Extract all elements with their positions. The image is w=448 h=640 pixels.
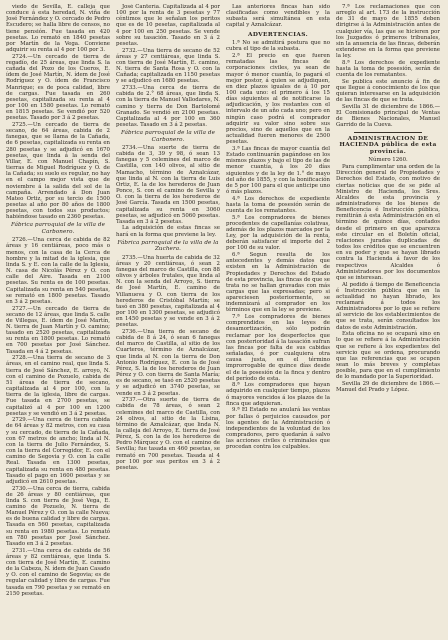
paragraph: Esta oficina no se ocupará sino en lo que se refiere á la Administración que se refiere á los expedientes del servicio que se ordena, procurando que las referencias que se ocupen sean lo más breves y completas posible, para que en el cumplimiento de lo mandado por la Superioridad. <box>336 331 440 381</box>
section-heading: ADMINISTRACION DE HACIENDA pública de esta provincia. <box>339 135 437 155</box>
paragraph: 2725.—Un cercado de tierra de secano, de 64 áreas, cabida de 2 fanegas, que se llama de la Cañada, de 6 pesetas, capitalizada su renta en 280 pesetas y se adjudicó en 1670 pesetas, que linda á la senda del Villar, E. con Manuel Chapín, S. tierras de Miguel Rodríguez y O. de la Cañada; su suelo es regular, no hay en el campo mejor vista que de noviembre á la salida del sol de la campaña. Arrendado á Don Juan Mateo Ortiz, por su tercio de 1500 pesetas al año por 80 años de 1800 pesetas, con todos sus productos; habiéndose tasado en 2360 pesetas. <box>6 121 110 221</box>
column-3 <box>226 4 330 636</box>
paragraph: 7.ª Los compradores de bienes comprendidos en las leyes de desamortización, sólo podrán reclamar por los desperfectos que con posterioridad á la tasación sufran las fincas por falta de sus cabidas señaladas, ó por cualquiera otra causa justa, en el término improrrogable de quince días desde el de la posesión de la finca y dentro del período de esta. <box>226 314 330 382</box>
column-1 <box>6 4 110 636</box>
paragraph: 4.ª Los derechos de expediente hasta la toma de posesión serán de cuenta de los rematantes. <box>226 195 330 214</box>
column-4 <box>336 4 440 636</box>
section-heading: ADVERTENCIAS. <box>247 31 309 38</box>
paragraph: 2730.—Una cerca de tierra, cabida de 26 áreas y 80 centiáreas, que linda S. con tierra de José Vega, E. camino de Pozuelo, N. tierra de Manuel Pérez y O. con la calle Nueva; es de buena calidad y libre de cargas. Tasada en 560 pesetas, capitalizada su renta en 1980 pesetas. Lo remató en 780 pesetas por José Sánchez. Tasado en 3 á 2 pesetas. <box>6 485 110 547</box>
paragraph: 2728.—Una tierra de secano de 3 áreas, en el camino real, que linda S. tierra de José Sánchez, E. arroyo, N. con el camino de Pozuelo, cabida de 51 áreas de tierra de secano, capitalizada al 4 por 100, con la tierra de la iglesia, libre de cargas. Fue tasada en 2700 pesetas, se capitalizó al 4 por 100 en 1200 pesetas y se vendió en 3 á 2 pesetas. <box>6 355 110 417</box>
paragraph: 2735.—Una huerta de cabida de 32 áreas y 20 centiáreas, ó sean 2 fanegas del marco de Castilla, con 88 olivos y árboles frutales, que linda al N. con la senda del Arroyo, S. tierra de José Martín, E. camino de Villanueva y O. con tierra de los herederos de Cristóbal Martín; se tasó en 380 pesetas, capitalizada al 4 por 100 en 1300 pesetas, se adjudicó en 1450 pesetas y se vende en 3 á 2 pesetas. <box>116 254 220 329</box>
paragraph: Se publica este anuncio á fin de que llegue á conocimiento de los que quieran interesarse en la adquisición de las fincas de que se trata. <box>336 78 440 104</box>
paragraph: 2731.—Una cerca de cabida de 56 áreas y 82 centiáreas, que linda S. con tierra de José Martín, E. camino de la Cabeza, N. ídem de Juan Casado y O. con el camino de Segovia; es de regular calidad y libre de cargas. Fue tasada en 790 pesetas y se remató en 2150 pesetas. <box>6 547 110 597</box>
paragraph: 2.ª El precio en que fueren rematadas las fincas de corporaciones civiles, ya sean de mayor ó menor cuantía, lo pagará el mejor postor, á quien se adjudiquen, en diez plazos iguales de á 10 por 100 cada uno: el primero á los 15 días siguientes al de notificarse la adjudicación, y los restantes con el intervalo de un año cada uno; pero en ningún caso podrá el comprador adquirir su valor sino sobre sus precios, sino de aquellos que en la actualidad fueren menores de 2500 pesetas. <box>226 53 330 146</box>
notice-number: Número 1260. <box>368 157 408 164</box>
paragraph: Para cumplimentar una orden de la Dirección general de Propiedades y Derechos del Estado, con motivo de ciertas noticias que de se pide al Ministro de Hacienda, los Sres. Alcaldes de esta provincia y administradores de los bienes de Beneficencia é Instrucción pública, remitirán á esta Administración en el término de quince días, contados desde el primero en que aparezca este circular en el Boletín oficial, relaciones juradas duplicadas de todos los créditos que se encuentren en su poder y que se hayan librado contra la Hacienda á favor de los respectivos Alcaldes ó Administradores por los documentos que se interesan. <box>336 164 440 281</box>
paragraph: 9.ª El Estado no anulará las ventas por fallas ó perjuicios causados por los agentes de la Administración ó independientes de la voluntad de los compradores, pero quedarán á salvo las acciones civiles ó criminales que procedan contra los culpables. <box>226 407 330 451</box>
paragraph: José Cantería. Capitalizada al 4 por 100 por la renta de 3 pesetas y 77 céntimos que le señalan los peritos que es de 10 pesetas, capitalizada al 4 por 100 en 250 pesetas. Se vende sobre su tasación. Tasado en 3 á 2 pesetas. <box>116 4 220 47</box>
paragraph: 1.ª No se admitirá postura que no cubra el tipo de la subasta. <box>226 40 330 53</box>
section-heading: Fábrica parroquial de la villa de la Zuchera. <box>117 239 219 253</box>
paragraph: viedo de Sevilla, E. calleja que conduce á esta heredad, N. viña de José Fernández y O. cercado de Pedro Escudero; se halla libre de censos, no tiene pensión. Fue tasada en 420 pesetas. Lo remató en 1840 pesetas por Martín de la Vega. Conviene adquirir su renta al 4 por 100 por 3. <box>6 4 110 54</box>
paragraph: 5.ª Los compradores de bienes procedentes de capellanías colativas, además de los plazos marcados por la Ley, por la adquisición de la renta, deberán satisfacer el importe del 2 por 100 de su valor. <box>226 214 330 252</box>
paragraph: 8.ª Los compradores que hayan adquirido en cualquier tiempo, plazos ó mayores vencidos á los plazos de la finca que adquieran. <box>226 382 330 407</box>
paragraph: 6.ª Segun resulta de los antecedentes y demás datos que existen en la Administración de Propiedades y Derechos del Estado de esta provincia, las fincas de que se trata no se hallan gravadas con más cargas que las expresadas; pero si apareciesen posteriormente, se indemnizará al comprador en los términos que en la ley se previene. <box>226 252 330 314</box>
paragraph: 2737.—Otra suerte de tierra de cabida de 78 áreas, ó sean 2 celemines del marco de Castilla, con 24 olivos, al sitio de la Lísina, término de Aznalcázar, que linda N. la calleja del Arroyo, E. tierra de José Pérez, S. con la de los herederos de Pedro Márquez y O. con el camino de Sevilla; fue tasada en 460 pesetas, se remató en 700 pesetas. Tasada al 4 por 100 por sus peritos en 3 á 2 pesetas. <box>116 397 220 471</box>
paragraph: 2726.—Una cerca de cabida de 82 áreas y 16 centiáreas, poco más o menos, con la casa de la Cerca de hombre y la mitad de la iglesia, que linda S. y E. con la calle de la Iglesia, N. casa de Nicolás Pérez y O. con calle del Aire. Tasada en 2100 pesetas. Su renta es de 100 pesetas. Capitalizada su renta en 540 pesetas, se remató en 1800 pesetas. Tasado en 3 á 2 pesetas. <box>6 237 110 305</box>
paragraph: 2729.—Una cerca de tierra cabida de 64 áreas y 82 metros, con su casa y su cercado, de tierra de la Cañada, con 67 metros de ancho; linda al N. con la tierra de Julio Fernández, S. con la tierra del Corregidor, E. con el camino de Segovia y O. con la calle Real. Tasada en 1300 pesetas, capitalizada su renta en 480 pesetas. Tasado el pago en 1600 pesetas y se adjudicó en 2610 pesetas. <box>6 417 110 485</box>
paragraph: 2732.—Una tierra de secano de 52 áreas y 27 centiáreas, que linda S. con tierra de José Martín, E. camino, N. tierra de Santa Rosa y O. con la Cañada; capitalizada en 1150 pesetas y se adjudicó en 1680 pesetas. <box>116 47 220 85</box>
paragraph: 3.ª Las fincas de mayor cuantía del Estado continuarán pagándose en los mismos plazos y bajo el tipo de las de menor cuantía, á los 20 días siguientes y de la ley de 1.° de mayo del año de 1855, y con la bonificación de 5 por 100 para el que anticipe uno ó más plazos. <box>226 145 330 195</box>
paragraph: 7.ª Los reclamaciones que con arreglo al art. 173 de la instrucción de 31 de mayo de 1855 deben dirigirse á la Administración antes de cualquier vía, las que se hicieren por los Juzgados ó primeros tribunales, sin la anuencia de las fincas, deberán extenderse en la forma que previene la ley. <box>336 4 440 60</box>
paragraph: Las anteriores fincas han sido clasificadas como vendibles y la subasta será simultánea en esta capital y Aznalcázar. <box>226 4 330 29</box>
paragraph: 2736.—Una tierra de secano de cabida de 8 á 24, ó sean 6 fanegas del marco de Castilla, al sitio de los Cuarteros, término de Aznalcázar, que linda al N. con la tierra de Don Antonio Rodríguez, E. con la de José Pérez, S. la de los herederos de Juan Pérez y O. con tierra de Santa María; es de secano, se tasó en 2520 pesetas y se adjudicó en 3740 pesetas, se vende en 3 á 2 pesetas. <box>116 328 220 397</box>
paragraph: Sevilla 31 de diciembre de 1866.—El Comisionado principal de Ventas de Bienes Nacionales, Manuel Garrido de la Cueva. <box>336 104 440 129</box>
section-heading: Fábrica parroquial de la villa de Carbonero. <box>120 130 216 143</box>
section-divider <box>354 132 422 133</box>
column-2 <box>116 4 220 636</box>
paragraph: 2724.—Un cercado de tierra de regadío, de 25 áreas, que linda S. la cañada del Pozo de los Cueros, E. ídem de José Martín, N. ídem de José Rodríguez y O. ídem de Francisco Manrique; es de poca calidad, libre de cargas. Fue tasada en 260 pesetas, capitalizada su renta al 4 por 100 en 1580 pesetas. Lo remató en 1815 pesetas. Se vendió por 520 pesetas. Tasado por 3 á 2 pesetas. <box>6 53 110 122</box>
paragraph: Al pedido á tiempo de Beneficencia é Instrucción pública que en la actualidad no hayan librado, les reclamará á todos los Administradores por lo que se refiere al servicio de los establecimientos de que se trata, serán consultados los datos de este Administración. <box>336 281 440 331</box>
paragraph: La adquisición de estas fincas se hará en la forma que previene la ley. <box>116 225 220 238</box>
section-heading: Fábrica parroquial de la villa de Carbonero. <box>10 222 106 235</box>
text-columns <box>6 4 442 636</box>
paragraph: 2733.—Una cerca de tierra de cabida de 2.° 68 áreas, que linda S. con la tierra de Manuel Vallodares, N. camino y tierra de Don Bartolomé Granado. Se vendió en 2100 pesetas. Capitalizada al 4 por 100 en 360 pesetas. Tasado en 3 á 2 pesetas. <box>116 85 220 128</box>
paragraph: Sevilla 29 de diciembre de 1866.—Manuel del Prado y López. <box>336 381 440 394</box>
paragraph: 2734.—Una suerte de tierra de cabida de 3, 39 y 98, ó sean 13 fanegas y 5 celemines del marco de Castilla, con 140 olivos, al sitio de Mamacho, término de Aznalcázar, que linda al N. con la tierra de Luis Ortiz, E. la de los herederos de Juan Ponce, S. con el camino de Sevilla y O. con la tierra de los herederos de José García. Tasada en 1500 pesetas, capitalizada su renta en 3060 pesetas, se adjudicó en 5060 pesetas. Tasada en 3 á 2 pesetas. <box>116 144 220 225</box>
paragraph: 8.ª Los derechos de expediente hasta la toma de posesión, serán de cuenta de los rematantes. <box>336 59 440 79</box>
paragraph: 2727.—Un cercado de tierra de secano de 12 áreas, que linda S. calle de Villegas, E. ídem de José Martín, N. tierra de Juan Martín y O. camino; tasado en 2520 pesetas, capitalizada su renta en 1800 pesetas. Lo remató en 700 pesetas por José Sánchez. Tasada en 4 á 2 pesetas. <box>6 305 110 355</box>
